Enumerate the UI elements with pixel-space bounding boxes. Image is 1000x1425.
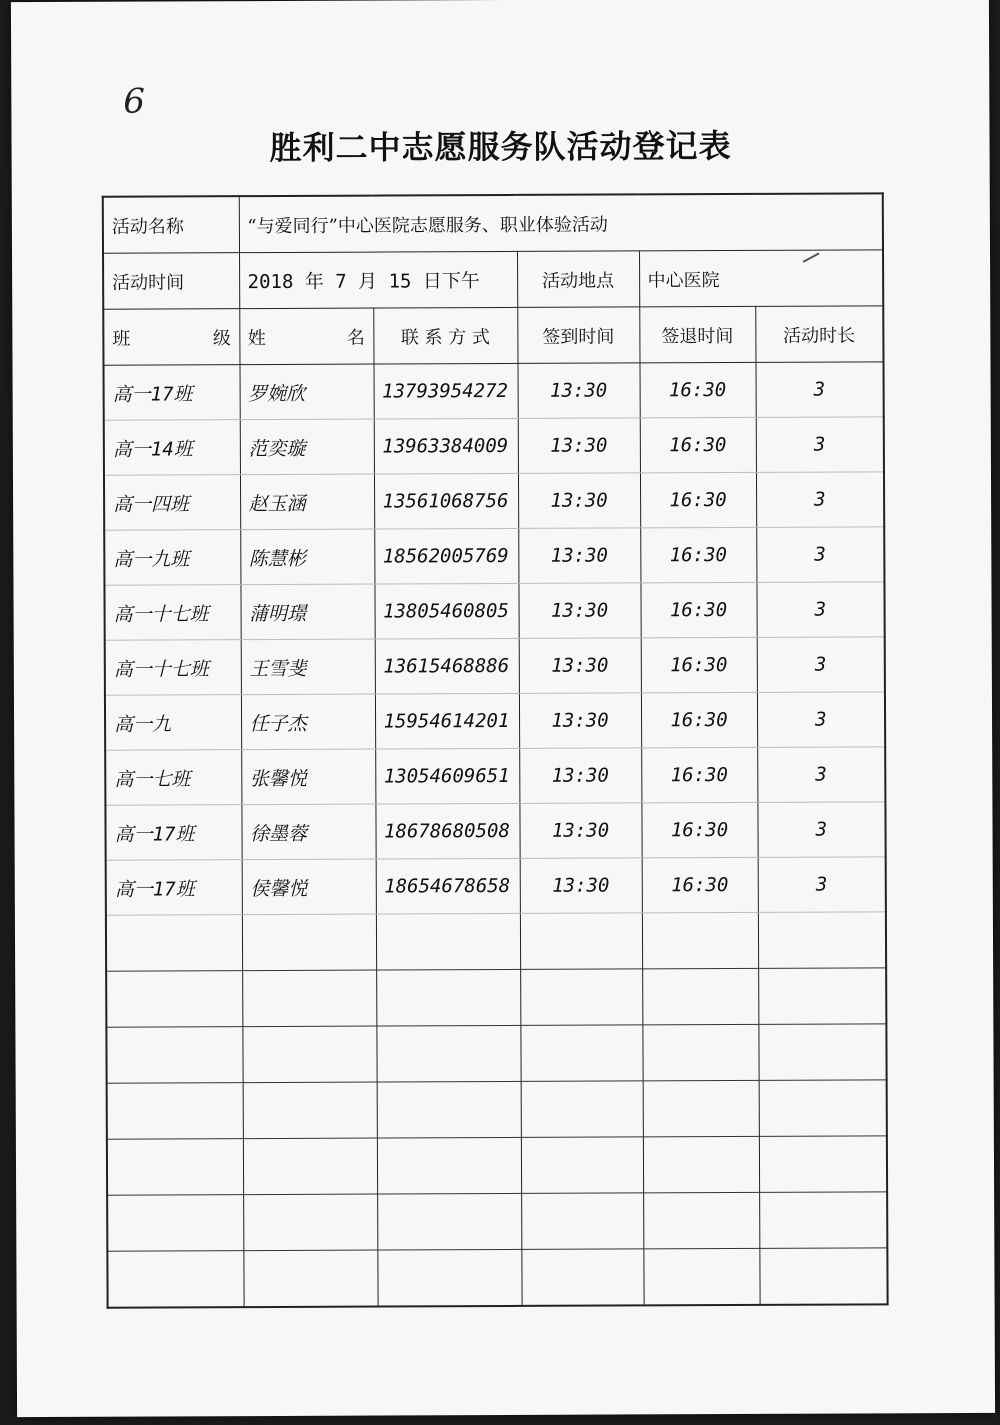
phone-cell: 13805460805 bbox=[374, 583, 518, 639]
blank-cell bbox=[107, 1083, 243, 1140]
name-cell: 王雪斐 bbox=[241, 639, 375, 695]
blank-cell bbox=[520, 913, 642, 970]
blank-cell bbox=[107, 1195, 243, 1252]
page-title: 胜利二中志愿服务队活动登记表 bbox=[269, 126, 732, 168]
class-cell: 高一七班 bbox=[105, 750, 241, 806]
blank-cell bbox=[642, 1024, 758, 1081]
phone-cell: 13615468886 bbox=[375, 638, 519, 694]
blank-row bbox=[106, 912, 886, 971]
blank-cell bbox=[759, 1248, 887, 1305]
blank-row bbox=[107, 1192, 887, 1251]
activity-time-value: 2018 年 7 月 15 日下午 bbox=[239, 251, 517, 308]
blank-cell bbox=[243, 1138, 377, 1195]
blank-cell bbox=[107, 1251, 243, 1308]
blank-cell bbox=[242, 1026, 376, 1083]
column-header-class: 班 级 bbox=[103, 309, 239, 366]
duration-cell: 3 bbox=[755, 362, 883, 418]
phone-cell: 18654678658 bbox=[376, 858, 520, 914]
blank-row bbox=[106, 1024, 886, 1083]
sign-in-cell: 13:30 bbox=[519, 803, 641, 859]
name-cell: 范奕璇 bbox=[240, 419, 374, 475]
sign-out-cell: 16:30 bbox=[640, 582, 756, 638]
sign-in-cell: 13:30 bbox=[520, 858, 642, 914]
blank-cell bbox=[106, 915, 242, 972]
table-row bbox=[104, 527, 884, 585]
blank-row bbox=[106, 968, 886, 1027]
blank-cell bbox=[243, 1082, 377, 1139]
blank-cell bbox=[243, 1194, 377, 1251]
activity-time-label: 活动时间 bbox=[103, 253, 239, 310]
name-cell: 赵玉涵 bbox=[240, 474, 374, 530]
blank-cell bbox=[643, 1192, 759, 1249]
class-cell: 高一十七班 bbox=[105, 640, 241, 696]
sign-out-cell: 16:30 bbox=[641, 692, 757, 748]
sign-out-cell: 16:30 bbox=[641, 747, 757, 803]
column-header-phone: 联 系 方 式 bbox=[373, 307, 517, 364]
registration-table bbox=[102, 192, 889, 1308]
blank-cell bbox=[377, 1081, 521, 1138]
blank-cell bbox=[521, 1137, 643, 1194]
class-cell: 高一17班 bbox=[104, 365, 240, 421]
blank-cell bbox=[520, 969, 642, 1026]
sign-out-cell: 16:30 bbox=[641, 637, 757, 693]
duration-cell: 3 bbox=[758, 857, 886, 913]
class-cell: 高一九班 bbox=[104, 530, 240, 586]
blank-cell bbox=[759, 1136, 887, 1193]
table-row bbox=[104, 582, 884, 640]
sign-in-cell: 13:30 bbox=[517, 363, 639, 419]
table-row bbox=[104, 472, 884, 530]
activity-time-row bbox=[103, 250, 883, 309]
duration-cell: 3 bbox=[756, 417, 884, 473]
sign-in-cell: 13:30 bbox=[518, 473, 640, 529]
activity-name-value: “与爱同行”中心医院志愿服务、职业体验活动 bbox=[239, 193, 883, 252]
table-row bbox=[104, 417, 884, 475]
name-cell: 任子杰 bbox=[241, 694, 375, 750]
table-row bbox=[105, 747, 885, 805]
name-cell: 张馨悦 bbox=[241, 749, 375, 805]
column-header-sign-in: 签到时间 bbox=[517, 307, 639, 364]
column-header-sign-out: 签退时间 bbox=[639, 306, 755, 363]
blank-cell bbox=[643, 1080, 759, 1137]
blank-cell bbox=[106, 1027, 242, 1084]
blank-cell bbox=[376, 1025, 520, 1082]
blank-cell bbox=[107, 1139, 243, 1196]
sign-out-cell: 16:30 bbox=[640, 472, 756, 528]
blank-cell bbox=[521, 1081, 643, 1138]
duration-cell: 3 bbox=[757, 802, 885, 858]
name-cell: 罗婉欣 bbox=[240, 364, 374, 420]
blank-cell bbox=[243, 1250, 377, 1307]
name-cell: 陈慧彬 bbox=[240, 529, 374, 585]
name-cell: 蒲明璟 bbox=[240, 584, 374, 640]
name-cell: 侯馨悦 bbox=[242, 859, 376, 915]
phone-cell: 13793954272 bbox=[374, 363, 518, 419]
sign-in-cell: 13:30 bbox=[519, 638, 641, 694]
blank-cell bbox=[376, 969, 520, 1026]
class-cell: 高一17班 bbox=[106, 860, 242, 916]
blank-cell bbox=[106, 971, 242, 1028]
duration-cell: 3 bbox=[757, 747, 885, 803]
class-cell: 高一17班 bbox=[105, 805, 241, 861]
blank-cell bbox=[377, 1137, 521, 1194]
duration-cell: 3 bbox=[757, 692, 885, 748]
phone-cell: 18678680508 bbox=[375, 803, 519, 859]
blank-cell bbox=[242, 914, 376, 971]
blank-cell bbox=[377, 1249, 521, 1306]
duration-cell: 3 bbox=[756, 527, 884, 583]
column-header-name: 姓 名 bbox=[239, 308, 373, 365]
class-cell: 高一九 bbox=[105, 695, 241, 751]
blank-cell bbox=[758, 968, 886, 1025]
phone-cell: 13561068756 bbox=[374, 473, 518, 529]
table-row bbox=[104, 362, 884, 420]
blank-cell bbox=[759, 1192, 887, 1249]
column-header-duration: 活动时长 bbox=[755, 306, 883, 363]
blank-cell bbox=[643, 1248, 759, 1305]
table-row bbox=[105, 692, 885, 750]
blank-row bbox=[107, 1080, 887, 1139]
registration-sheet bbox=[11, 0, 995, 1417]
blank-cell bbox=[759, 1080, 887, 1137]
blank-cell bbox=[758, 1024, 886, 1081]
sign-out-cell: 16:30 bbox=[642, 857, 758, 913]
phone-cell: 13054609651 bbox=[375, 748, 519, 804]
phone-cell: 18562005769 bbox=[374, 528, 518, 584]
sign-in-cell: 13:30 bbox=[519, 748, 641, 804]
blank-cell bbox=[643, 1136, 759, 1193]
duration-cell: 3 bbox=[756, 472, 884, 528]
blank-cell bbox=[377, 1193, 521, 1250]
page-number: 6 bbox=[123, 81, 146, 122]
class-cell: 高一四班 bbox=[104, 475, 240, 531]
blank-cell bbox=[521, 1193, 643, 1250]
table-row bbox=[106, 857, 886, 915]
blank-cell bbox=[520, 1025, 642, 1082]
phone-cell: 15954614201 bbox=[375, 693, 519, 749]
sign-in-cell: 13:30 bbox=[519, 693, 641, 749]
sign-out-cell: 16:30 bbox=[639, 362, 755, 418]
class-cell: 高一14班 bbox=[104, 420, 240, 476]
blank-row bbox=[107, 1248, 887, 1308]
blank-cell bbox=[376, 913, 520, 970]
blank-cell bbox=[642, 912, 758, 969]
duration-cell: 3 bbox=[757, 637, 885, 693]
blank-cell bbox=[521, 1249, 643, 1306]
table-row bbox=[105, 802, 885, 860]
sign-out-cell: 16:30 bbox=[641, 802, 757, 858]
sign-in-cell: 13:30 bbox=[518, 528, 640, 584]
blank-cell bbox=[758, 912, 886, 969]
name-cell: 徐墨蓉 bbox=[241, 804, 375, 860]
sign-in-cell: 13:30 bbox=[518, 583, 640, 639]
activity-place-value: 中心医院 bbox=[639, 250, 883, 307]
class-cell: 高一十七班 bbox=[104, 585, 240, 641]
blank-row bbox=[107, 1136, 887, 1195]
column-header-row bbox=[103, 306, 883, 365]
phone-cell: 13963384009 bbox=[374, 418, 518, 474]
blank-cell bbox=[242, 970, 376, 1027]
table-row bbox=[105, 637, 885, 695]
sign-in-cell: 13:30 bbox=[518, 418, 640, 474]
duration-cell: 3 bbox=[756, 582, 884, 638]
sign-out-cell: 16:30 bbox=[640, 527, 756, 583]
activity-name-row bbox=[103, 193, 883, 253]
blank-cell bbox=[642, 968, 758, 1025]
activity-name-label: 活动名称 bbox=[103, 196, 239, 253]
activity-place-label: 活动地点 bbox=[517, 251, 639, 308]
sign-out-cell: 16:30 bbox=[640, 417, 756, 473]
